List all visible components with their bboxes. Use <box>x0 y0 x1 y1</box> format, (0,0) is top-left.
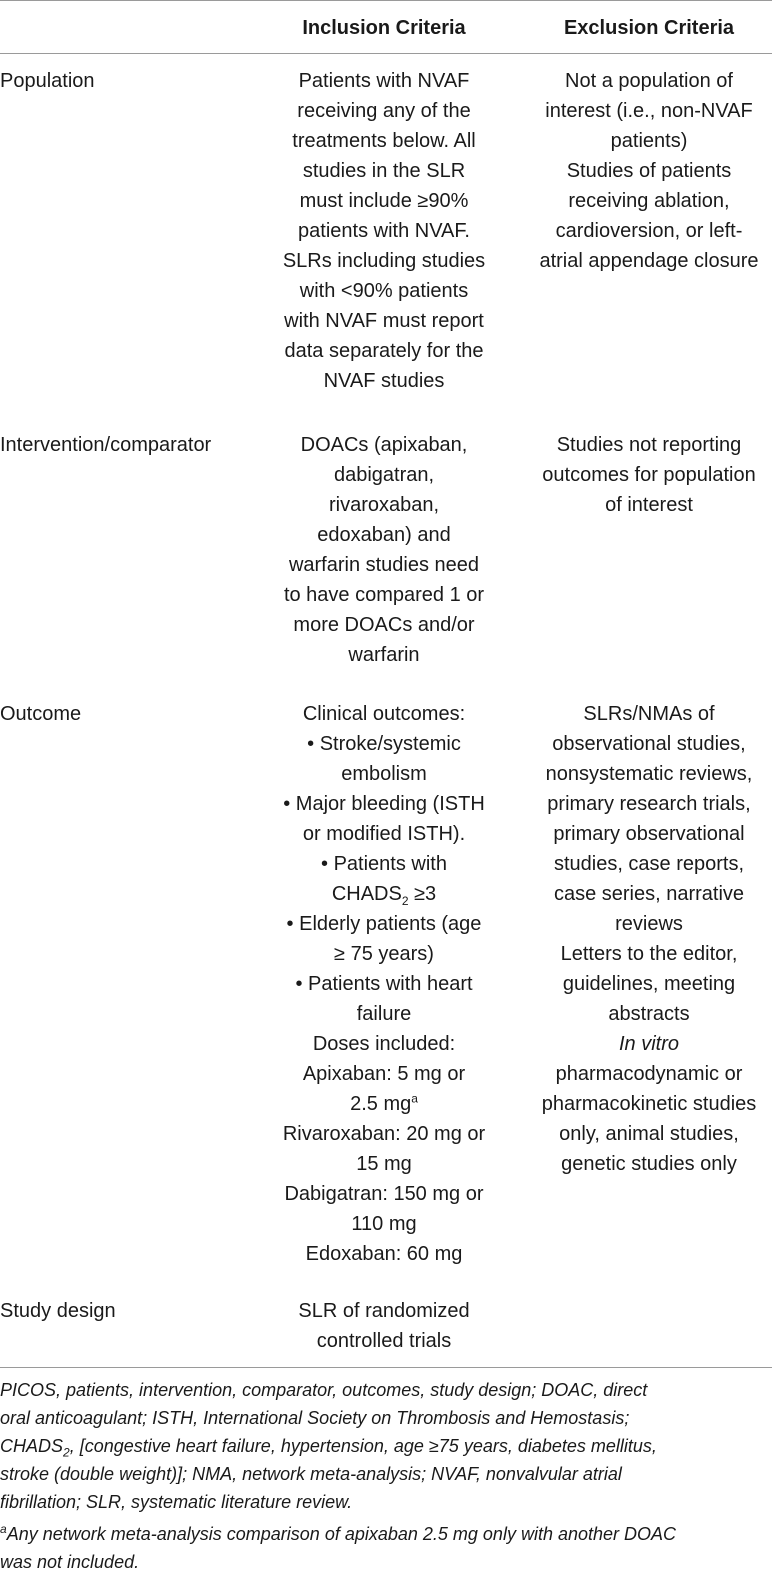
cell-line: outcomes for population <box>542 464 756 486</box>
cell-line: with NVAF must report <box>284 310 484 332</box>
cell-line: studies in the SLR <box>302 160 466 182</box>
footnote-a: $^a$Any network meta-analysis comparison of apixaban 2.5 mg only with another DOAC was not included. <box>0 1522 677 1572</box>
cell-line: case series, narrative <box>553 883 745 905</box>
cell-line: Studies not reporting <box>556 434 742 456</box>
row-label-intervention: Intervention/comparator <box>0 434 212 456</box>
cell-line: genetic studies only <box>561 1153 737 1175</box>
cell-line: SLRs/NMAs of <box>583 703 715 725</box>
cell-line: Edoxaban: 60 mg <box>305 1243 463 1265</box>
cell-line: cardioversion, or left- <box>555 220 743 242</box>
population-exclusion <box>526 66 772 276</box>
header-rule <box>0 53 772 54</box>
cell-line: to have compared 1 or <box>283 584 485 606</box>
cell-line: DOACs (apixaban, <box>300 434 468 456</box>
row-label-population: Population <box>0 70 95 92</box>
cell-line: patients with NVAF. <box>298 220 470 242</box>
cell-line: must include ≥90% <box>299 190 469 212</box>
cell-line: observational studies, <box>552 733 746 755</box>
cell-line: data separately for the <box>284 340 484 362</box>
cell-line: Apixaban: 5 mg or <box>302 1063 466 1085</box>
bottom-rule <box>0 1367 772 1368</box>
header-exclusion: Exclusion Criteria <box>563 17 735 39</box>
outcome-inclusion-b <box>268 909 500 1089</box>
cell-line: pharmacodynamic or <box>555 1063 743 1085</box>
cell-line: pharmacokinetic studies <box>541 1093 757 1115</box>
cell-line: reviews <box>615 913 683 935</box>
outcome-exclusion <box>526 699 772 1179</box>
cell-line: embolism <box>341 763 427 785</box>
cell-line: patients) <box>610 130 688 152</box>
cell-line: treatments below. All <box>292 130 476 152</box>
top-rule <box>0 0 772 1</box>
outcome-inclusion-c <box>268 1119 500 1269</box>
cell-line: SLR of randomized <box>298 1300 470 1322</box>
cell-line: more DOACs and/or <box>293 614 475 636</box>
cell-line: 15 mg <box>356 1153 412 1175</box>
in-vitro-line: In vitro <box>618 1033 680 1055</box>
cell-line: ≥ 75 years) <box>334 943 434 965</box>
cell-line: with <90% patients <box>299 280 469 302</box>
chads-line: $CHADS_2 \ge 3$ <box>331 883 437 908</box>
cell-line: nonsystematic reviews, <box>545 763 753 785</box>
outcome-inclusion-a <box>268 699 500 879</box>
cell-line: SLRs including studies <box>282 250 486 272</box>
cell-line: failure <box>356 1003 412 1025</box>
apixaban-low-dose-line: 2.5 $mg^a$ <box>350 1091 418 1115</box>
cell-line: Doses included: <box>312 1033 456 1055</box>
intervention-inclusion <box>268 430 500 670</box>
cell-line: Letters to the editor, <box>560 943 738 965</box>
cell-line: warfarin <box>348 644 420 666</box>
intervention-exclusion <box>526 430 772 520</box>
population-inclusion <box>268 66 500 396</box>
cell-line: primary observational <box>553 823 745 845</box>
cell-line: atrial appendage closure <box>539 250 759 272</box>
cell-line: • Major bleeding (ISTH <box>283 793 485 815</box>
cell-line: Studies of patients <box>566 160 732 182</box>
cell-line: Patients with NVAF <box>298 70 470 92</box>
cell-line: studies, case reports, <box>553 853 745 875</box>
row-label-study-design: Study design <box>0 1300 116 1322</box>
cell-line: abstracts <box>608 1003 690 1025</box>
cell-line: • Patients with heart <box>295 973 473 995</box>
header-inclusion: Inclusion Criteria <box>302 17 466 39</box>
cell-line: • Elderly patients (age <box>286 913 482 935</box>
cell-line: edoxaban) and <box>317 524 451 546</box>
cell-line: receiving ablation, <box>568 190 730 212</box>
cell-line: interest (i.e., non-NVAF <box>545 100 753 122</box>
cell-line: controlled trials <box>316 1330 452 1352</box>
cell-line: • Patients with <box>321 853 447 875</box>
cell-line: only, animal studies, <box>559 1123 739 1145</box>
cell-line: primary research trials, <box>547 793 751 815</box>
cell-line: Clinical outcomes: <box>302 703 466 725</box>
cell-line: guidelines, meeting <box>562 973 736 995</box>
cell-line: • Stroke/systemic <box>307 733 461 755</box>
outcome-exclusion-a <box>526 699 772 1029</box>
cell-line: dabigatran, <box>333 464 435 486</box>
cell-line: Not a population of <box>565 70 733 92</box>
cell-line: 110 mg <box>351 1213 417 1235</box>
cell-line: or modified ISTH). <box>302 823 466 845</box>
outcome-exclusion-b <box>526 1059 772 1179</box>
outcome-inclusion <box>268 699 500 1269</box>
row-label-outcome: Outcome <box>0 703 82 725</box>
footnote-abbreviations: PICOS, patients, intervention, comparator, outcomes, study design; DOAC, direct oral anticoagulant; ISTH, International Society on Thrombosis and Hemostasis; $CHADS_2$, [congestive heart failure, hypertension, age ≥75 years, diabetes mellitus, stroke (double weight)]; NMA, network meta-analysis; NVAF, nonvalvular atrial fibrillation; SLR, systematic literature review. <box>0 1380 657 1512</box>
cell-line: Dabigatran: 150 mg or <box>284 1183 484 1205</box>
cell-line: rivaroxaban, <box>328 494 440 516</box>
cell-line: NVAF studies <box>323 370 445 392</box>
cell-line: Rivaroxaban: 20 mg or <box>282 1123 486 1145</box>
study-design-inclusion <box>268 1296 500 1356</box>
cell-line: of interest <box>605 494 693 516</box>
cell-line: receiving any of the <box>297 100 471 122</box>
cell-line: warfarin studies need <box>288 554 480 576</box>
